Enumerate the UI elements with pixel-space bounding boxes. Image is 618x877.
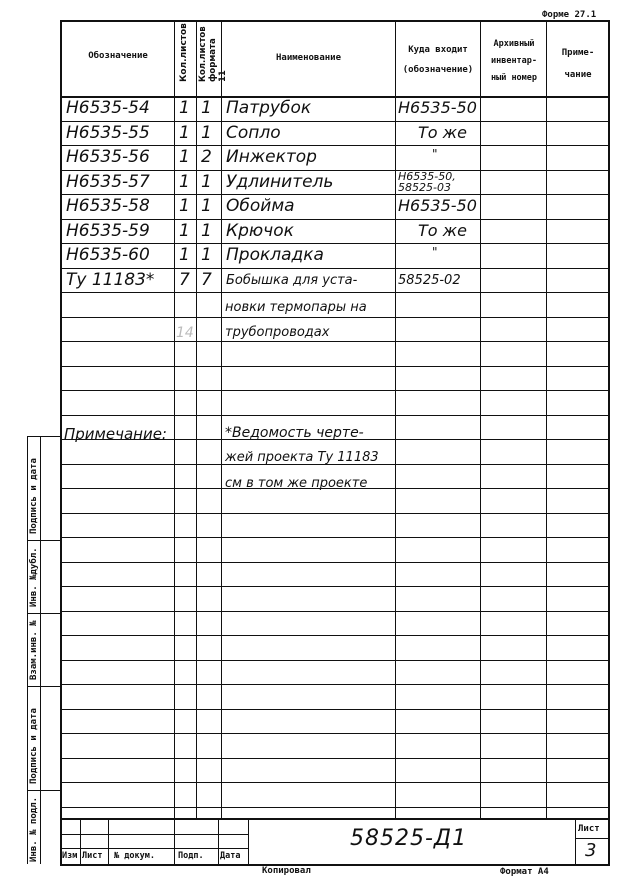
side-div-4	[27, 790, 60, 791]
entry-designation: Н6535-56	[66, 147, 150, 167]
row-line	[60, 537, 609, 538]
entry-name: Сопло	[226, 122, 281, 143]
header-kuda-vhodit: Куда входит (обозначение)	[402, 45, 474, 75]
note-line-2: жей проекта Ту 11183	[225, 450, 379, 465]
entry-sheets-format: 2	[201, 147, 212, 167]
frame-right	[608, 20, 610, 866]
entry-sheets-format: 1	[201, 220, 212, 241]
header-kol-listov-formata: Кол.листов формата 11	[198, 26, 228, 82]
entry-name: Инжектор	[226, 147, 317, 167]
note-line-3: см в том же проекте	[225, 476, 368, 491]
side-strip-left	[27, 436, 28, 864]
titleblock-top	[60, 818, 609, 820]
entry-sheets: 1	[179, 122, 190, 143]
side-label-podpis-1: Подпись и дата	[29, 708, 39, 784]
note-label: Примечание:	[64, 425, 167, 443]
entry-name: Удлинитель	[226, 171, 334, 192]
entry-where-2: 58525-03	[398, 180, 451, 194]
entry-sheets-format: 1	[201, 245, 212, 265]
entry-where: "	[432, 147, 438, 161]
entry-designation: Н6535-55	[66, 122, 150, 143]
row-line	[60, 660, 609, 661]
entry-name: Крючок	[226, 220, 294, 241]
tb-izm: Изм	[62, 851, 78, 861]
tb-row-2	[60, 848, 248, 849]
entry-designation: Н6535-57	[66, 171, 150, 192]
header-arhiv: Архивный инвентар- ный номер	[490, 39, 538, 83]
side-div-3	[27, 686, 60, 687]
row-line	[60, 145, 609, 146]
header-oboznachenie: Обозначение	[88, 51, 148, 61]
row-line	[60, 292, 609, 293]
entry-where: Н6535-50	[398, 98, 477, 117]
side-div-2	[27, 613, 60, 614]
tb-list: Лист	[82, 851, 103, 861]
row-line	[60, 611, 609, 612]
entry-name: Патрубок	[226, 98, 312, 118]
entry-sheets-format: 1	[201, 196, 212, 216]
entry-sheets: 1	[179, 98, 190, 118]
entry-sheets-format: 7	[201, 269, 212, 290]
form-label: Форме 27.1	[542, 10, 597, 20]
col-line-6	[546, 20, 547, 818]
row-line	[60, 341, 609, 342]
entry-sheets: 1	[179, 171, 190, 192]
tb-col-5	[248, 818, 249, 864]
entry-designation: Н6535-59	[66, 220, 150, 241]
entry-name: Обойма	[226, 196, 295, 216]
tb-col-6	[575, 818, 576, 864]
col-line-4	[395, 20, 396, 818]
frame-left	[60, 20, 62, 866]
row8-continuation-1: новки термопары на	[225, 300, 367, 315]
tb-row-1	[60, 834, 248, 835]
row-line	[60, 807, 609, 808]
faint-marks: 14	[176, 325, 194, 341]
tb-col-4	[218, 818, 219, 864]
col-line-5	[480, 20, 481, 818]
entry-sheets: 1	[179, 245, 190, 265]
row-line	[60, 782, 609, 783]
list-number: 3	[585, 840, 597, 861]
tb-col-1	[80, 818, 81, 864]
tb-n-dokum: № докум.	[114, 851, 155, 861]
side-label-inv-dubl: Инв. №дубл.	[29, 547, 39, 607]
entry-sheets: 1	[179, 220, 190, 241]
entry-designation: Н6535-54	[66, 98, 150, 118]
entry-sheets: 7	[179, 269, 190, 290]
col-line-3	[221, 20, 222, 818]
entry-sheets: 1	[179, 147, 190, 167]
row-line	[60, 586, 609, 587]
entry-sheets-format: 1	[201, 98, 212, 118]
side-div-0	[27, 436, 60, 437]
row-line	[60, 513, 609, 514]
row-line	[60, 562, 609, 563]
entry-where: То же	[418, 220, 467, 240]
row-line	[60, 415, 609, 416]
side-label-vzam-inv: Взам.инв. №	[29, 620, 39, 680]
row-line	[60, 243, 609, 244]
row-line	[60, 733, 609, 734]
row-line	[60, 635, 609, 636]
entry-where: Н6535-50,	[398, 169, 456, 183]
tb-podp: Подп.	[178, 851, 204, 861]
entry-name: Прокладка	[226, 245, 324, 265]
entry-where: "	[432, 245, 438, 259]
header-kol-listov: Кол.листов	[179, 23, 189, 82]
row-line	[60, 684, 609, 685]
entry-designation: Н6535-60	[66, 245, 150, 265]
doc-number: 58525-Д1	[350, 826, 468, 851]
row-line	[60, 194, 609, 195]
row-line	[60, 709, 609, 710]
tb-list-divider	[575, 838, 609, 839]
entry-designation: Н6535-58	[66, 196, 150, 216]
side-label-podpis-2: Подпись и дата	[29, 458, 39, 534]
col-line-1	[174, 20, 175, 818]
row-line	[60, 758, 609, 759]
entry-designation: Ту 11183*	[66, 269, 155, 290]
tb-col-2	[108, 818, 109, 864]
entry-sheets: 1	[179, 196, 190, 216]
frame-top	[60, 20, 609, 22]
side-strip-right	[40, 436, 41, 864]
row-line	[60, 317, 609, 318]
entry-sheets-format: 1	[201, 171, 212, 192]
side-label-inv-podl: Инв. № подл.	[29, 796, 39, 862]
entry-where: 58525-02	[398, 272, 461, 288]
footer-copied: Копировал	[262, 866, 311, 876]
header-primechanie: Приме- чание	[561, 48, 595, 80]
row-line	[60, 390, 609, 391]
frame-bottom	[60, 864, 609, 866]
col-line-2	[196, 20, 197, 818]
entry-name: Бобышка для уста-	[226, 272, 358, 288]
footer-format: Формат А4	[500, 867, 549, 877]
entry-where: Н6535-50	[398, 196, 477, 215]
entry-where: То же	[418, 122, 467, 142]
list-label: Лист	[578, 824, 600, 834]
note-line-1: *Ведомость черте-	[225, 425, 364, 441]
entry-sheets-format: 1	[201, 122, 212, 143]
row8-continuation-2: трубопроводах	[225, 325, 330, 340]
tb-col-3	[174, 818, 175, 864]
tb-data: Дата	[220, 851, 241, 861]
side-div-1	[27, 540, 60, 541]
row-line	[60, 366, 609, 367]
header-naimenovanie: Наименование	[275, 53, 342, 63]
